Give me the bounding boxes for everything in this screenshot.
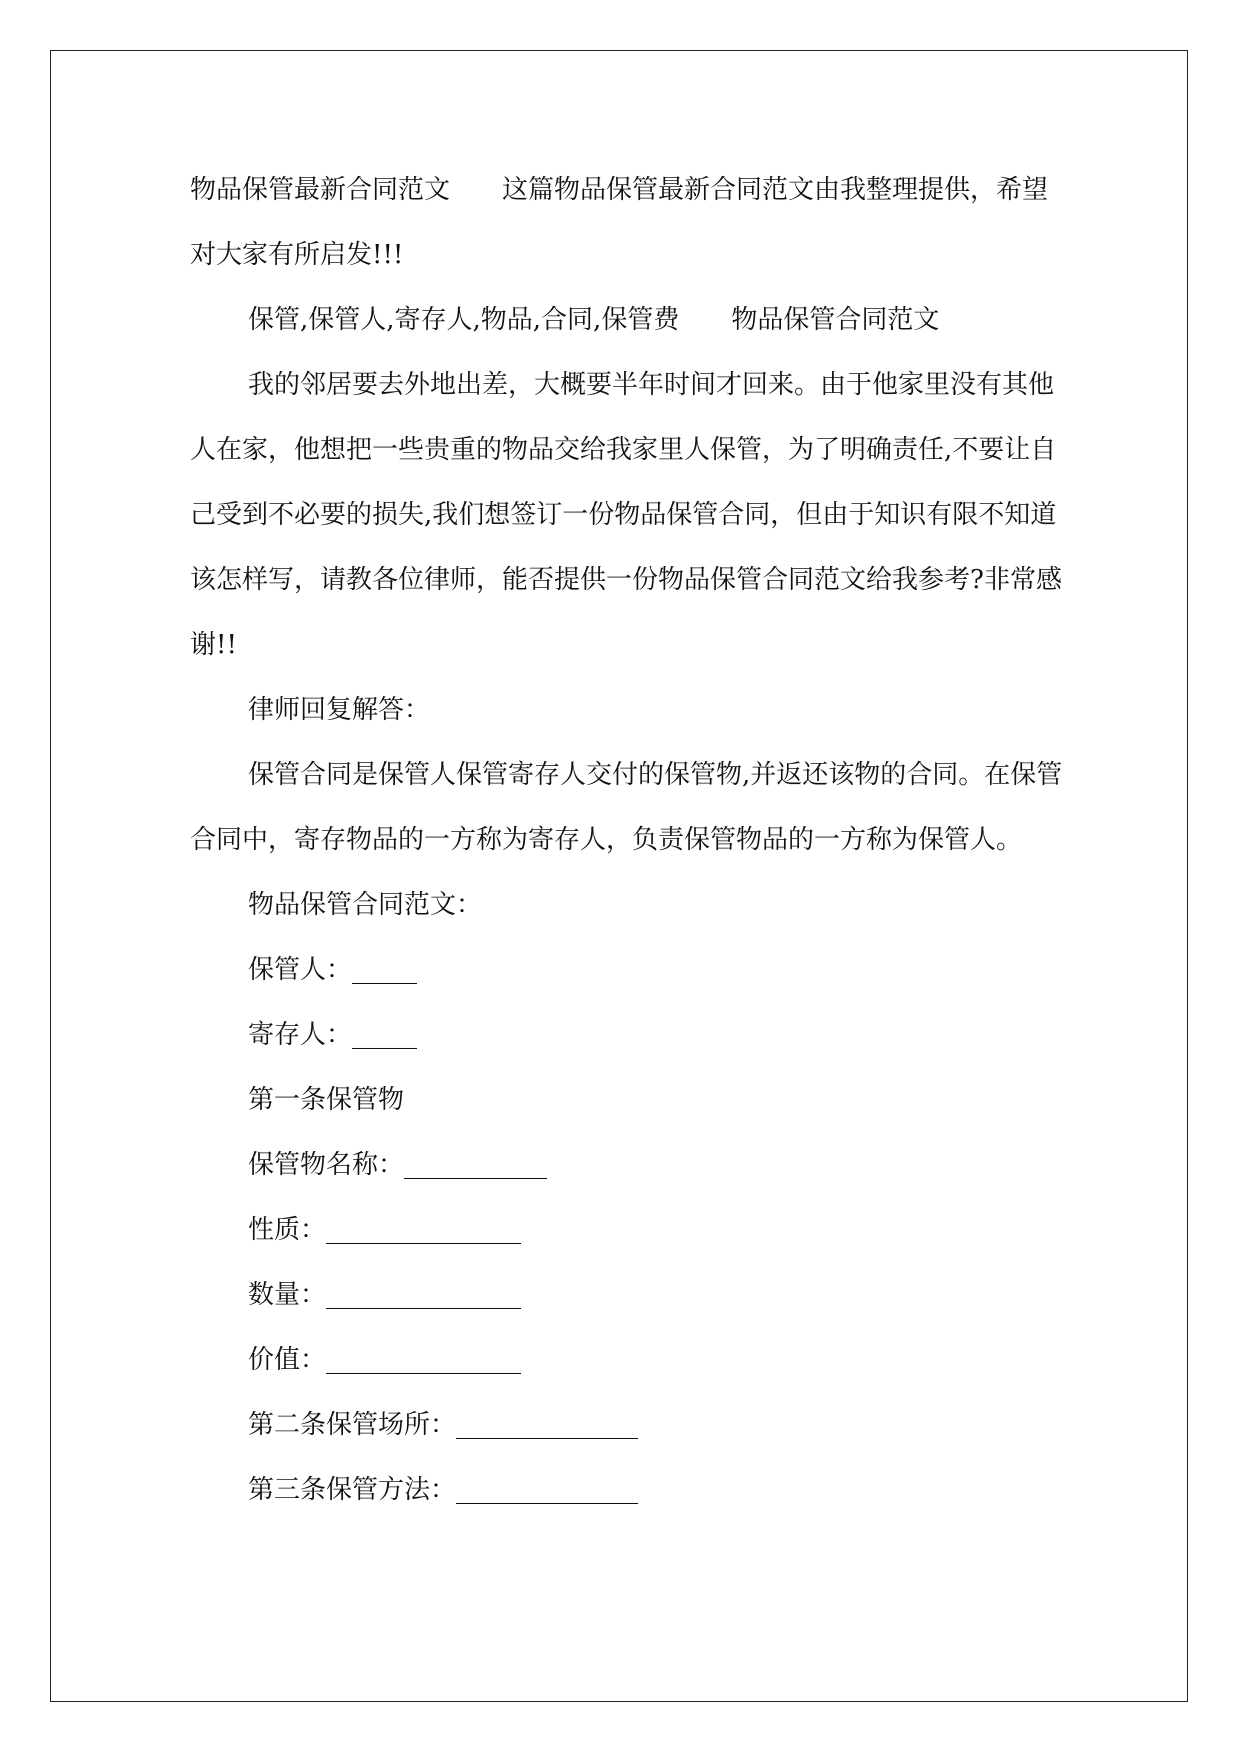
article-2-location: 第二条保管场所：______________: [248, 1410, 639, 1440]
field-value: 价值：_______________: [248, 1345, 522, 1375]
paragraph-intro: 物品保管最新合同范文 这篇物品保管最新合同范文由我整理提供，希望对大家有所启发!!!: [190, 175, 1049, 270]
field-quantity: 数量：_______________: [248, 1280, 522, 1310]
paragraph-template-heading: 物品保管合同范文：: [248, 890, 483, 920]
article-1-heading: 第一条保管物: [248, 1085, 405, 1115]
paragraph-keywords: 保管,保管人,寄存人,物品,合同,保管费 物品保管合同范文: [248, 305, 940, 335]
article-3-method: 第三条保管方法：______________: [248, 1475, 639, 1505]
field-depositor: 寄存人：_____: [248, 1020, 418, 1050]
field-custodian: 保管人：_____: [248, 955, 418, 985]
paragraph-answer-heading: 律师回复解答：: [248, 695, 431, 725]
field-nature: 性质：_______________: [248, 1215, 522, 1245]
document-body: [190, 158, 1070, 1523]
paragraph-definition: 保管合同是保管人保管寄存人交付的保管物,并返还该物的合同。在保管合同中，寄存物品的一方称为寄存人，负责保管物品的一方称为保管人。: [190, 760, 1063, 855]
paragraph-question: 我的邻居要去外地出差，大概要半年时间才回来。由于他家里没有其他人在家，他想把一些贵重的物品交给我家里人保管，为了明确责任,不要让自己受到不必要的损失,我们想签订一份物品保管合同，但由于知识有限不知道该怎样写，请教各位律师，能否提供一份物品保管合同范文给我参考?非常感谢!!: [190, 370, 1062, 660]
field-item-name: 保管物名称：___________: [248, 1150, 548, 1180]
